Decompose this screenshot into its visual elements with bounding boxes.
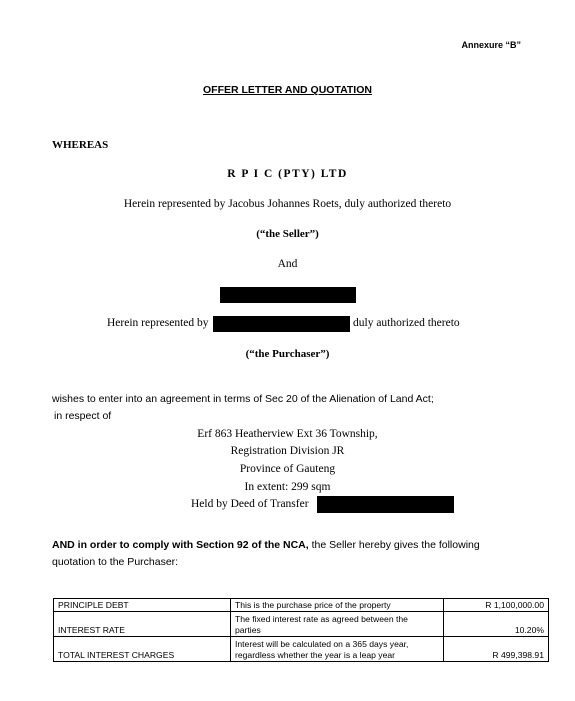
description-line: parties: [235, 625, 261, 635]
agreement-text: wishes to enter into an agreement in terms of Sec 20 of the Alienation of Land Act;: [52, 393, 434, 405]
purchaser-label: (“the Purchaser”): [245, 348, 330, 360]
property-province: Province of Gauteng: [239, 463, 336, 475]
table-cell-description: [231, 637, 444, 662]
annexure-label: Annexure “B”: [461, 40, 521, 50]
nca-statement-line2: quotation to the Purchaser:: [52, 556, 179, 568]
purchaser-representation-prefix: Herein represented by: [107, 317, 209, 329]
redacted-deed-number: [317, 496, 454, 513]
document-title: OFFER LETTER AND QUOTATION: [203, 84, 372, 96]
redacted-purchaser-name: [220, 287, 356, 303]
table-cell-value: 10.20%: [444, 612, 549, 637]
whereas-heading: WHEREAS: [52, 139, 109, 151]
description-line: The fixed interest rate as agreed between the: [235, 614, 408, 624]
seller-representation: Herein represented by Jacobus Johannes Roets, duly authorized thereto: [123, 198, 452, 210]
respect-text: in respect of: [54, 410, 112, 422]
nca-statement-bold: AND in order to comply with Section 92 of the NCA,: [52, 539, 309, 551]
purchaser-representation-suffix: duly authorized thereto: [353, 317, 460, 329]
property-extent: In extent: 299 sqm: [244, 481, 331, 493]
table-cell-item: TOTAL INTEREST CHARGES: [54, 637, 231, 662]
table-cell-item: INTEREST RATE: [54, 612, 231, 637]
and-text: And: [277, 258, 298, 270]
table-cell-description: This is the purchase price of the property: [231, 599, 444, 612]
property-erf: Erf 863 Heatherview Ext 36 Township,: [197, 428, 378, 440]
table-cell-description: [231, 612, 444, 637]
seller-name: R P I C (PTY) LTD: [227, 168, 348, 180]
table-row: [54, 637, 549, 662]
description-line: regardless whether the year is a leap year: [235, 650, 396, 660]
nca-statement: [52, 539, 480, 551]
nca-statement-rest: the Seller hereby gives the following: [308, 539, 480, 551]
quotation-table: [53, 598, 549, 662]
table-cell-item: PRINCIPLE DEBT: [54, 599, 231, 612]
property-deed-of-transfer: Held by Deed of Transfer: [191, 498, 309, 510]
table-cell-value: R 499,398.91: [444, 637, 549, 662]
table-row: [54, 599, 549, 612]
redacted-purchaser-representative: [213, 316, 350, 332]
table-cell-value: R 1,100,000.00: [444, 599, 549, 612]
seller-label: (“the Seller”): [256, 228, 319, 240]
description-line: Interest will be calculated on a 365 days year,: [235, 639, 409, 649]
property-registration-division: Registration Division JR: [230, 445, 345, 457]
table-row: [54, 612, 549, 637]
